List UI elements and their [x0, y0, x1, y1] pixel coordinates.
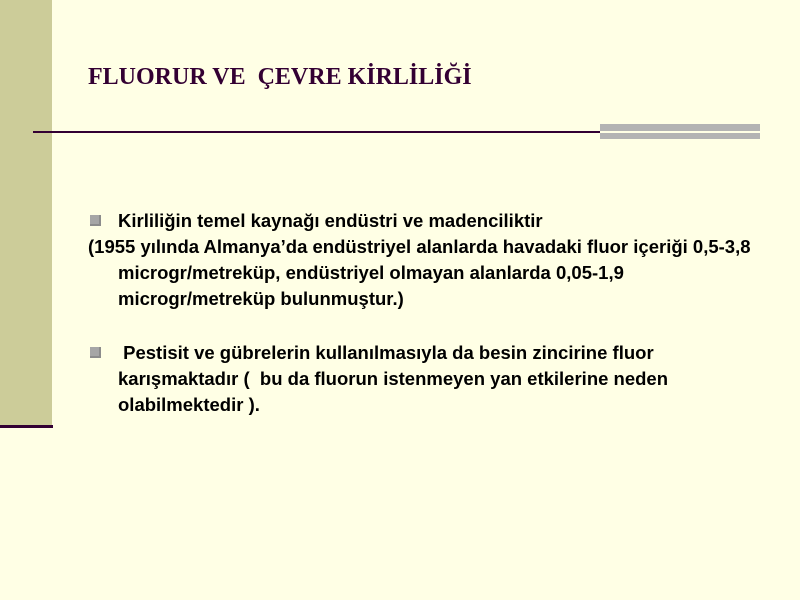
- bullet-item: [88, 340, 768, 418]
- square-bullet-icon: [90, 215, 101, 226]
- bullet-text: Kirliliğin temel kaynağı endüstri ve madenciliktir: [118, 210, 543, 231]
- note-paragraph: (1955 yılında Almanya’da endüstriyel alanlarda havadaki fluor içeriği 0,5-3,8 microgr/metreküp, endüstriyel olmayan alanlarda 0,05-1,9 microgr/metreküp bulunmuştur.): [88, 236, 751, 309]
- bullet-item: [88, 208, 768, 234]
- left-bar-underline: [0, 425, 53, 428]
- square-bullet-icon: [90, 347, 101, 358]
- slide-title: FLUORUR VE ÇEVRE KİRLİLİĞİ: [88, 64, 472, 90]
- spacer: [88, 312, 768, 340]
- title-divider-accent-gap: [600, 131, 760, 133]
- slide-content: [88, 208, 768, 418]
- left-decorative-bar: [0, 0, 52, 426]
- bullet-text: Pestisit ve gübrelerin kullanılmasıyla da besin zincirine fluor karışmaktadır ( bu da fluorun istenmeyen yan etkilerine neden olabilmektedir ).: [118, 342, 674, 415]
